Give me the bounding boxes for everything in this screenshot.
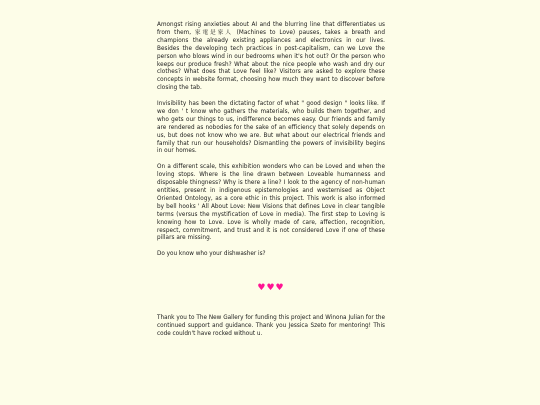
acknowledgements: Thank you to The New Gallery for funding this project and Winona Julian for the continued support and guidance. Thank you Jessica Szeto for mentoring! This code couldn't have rocked without u. <box>157 315 385 337</box>
intro-paragraph: Amongst rising anxieties about AI and the blurring line that differentiates us from them, 家電是家人 (Machines to Love) pauses, takes a breath and champions the already existing appliances and electronics in our lives. Besides the developing tech practices in post-capitalism, can we Love the person who blows wind in our bedrooms when it's hot out? Or the person who keeps our produce fresh? What about the nice people who wash and dry our clothes? What does that Love feel like? Visitors are asked to explore these concepts in website format, choosing how much they want to discover before closing the tab. <box>157 22 385 92</box>
essay-body <box>157 22 385 259</box>
hearts-icon[interactable]: ♥♥♥ <box>257 283 285 293</box>
invisibility-paragraph: Invisibility has been the dictating factor of what " good design " looks like. If we don ' t know who gathers the materials, who builds them together, and who gets our things to us, indifference becomes easy. Our friends and family are rendered as nobodies for the sake of an efficiency that solely depends on us, but does not know who we are. But what about our electrical friends and family that run our households? Dismantling the powers of invisibility begins in our homes. <box>157 101 385 155</box>
dishwasher-question: Do you know who your dishwasher is? <box>157 251 266 258</box>
love-paragraph: On a different scale, this exhibition wonders who can be Loved and when the loving stops. Where is the line drawn between Loveable humanness and disposable thingness? Why is there a line? I look to the agency of non-human entities, present in indigenous epistemologies and westernised as Object Oriented Ontology, as a core ethic in this project. This work is also informed by bell hooks ' All About Love: New Visions that defines Love in clear tangible terms (versus the mystification of Love in media). The first step to Loving is knowing how to Love. Love is wholly made of care, affection, recognition, respect, commitment, and trust and it is not considered Love if one of these pillars are missing. <box>157 164 385 242</box>
